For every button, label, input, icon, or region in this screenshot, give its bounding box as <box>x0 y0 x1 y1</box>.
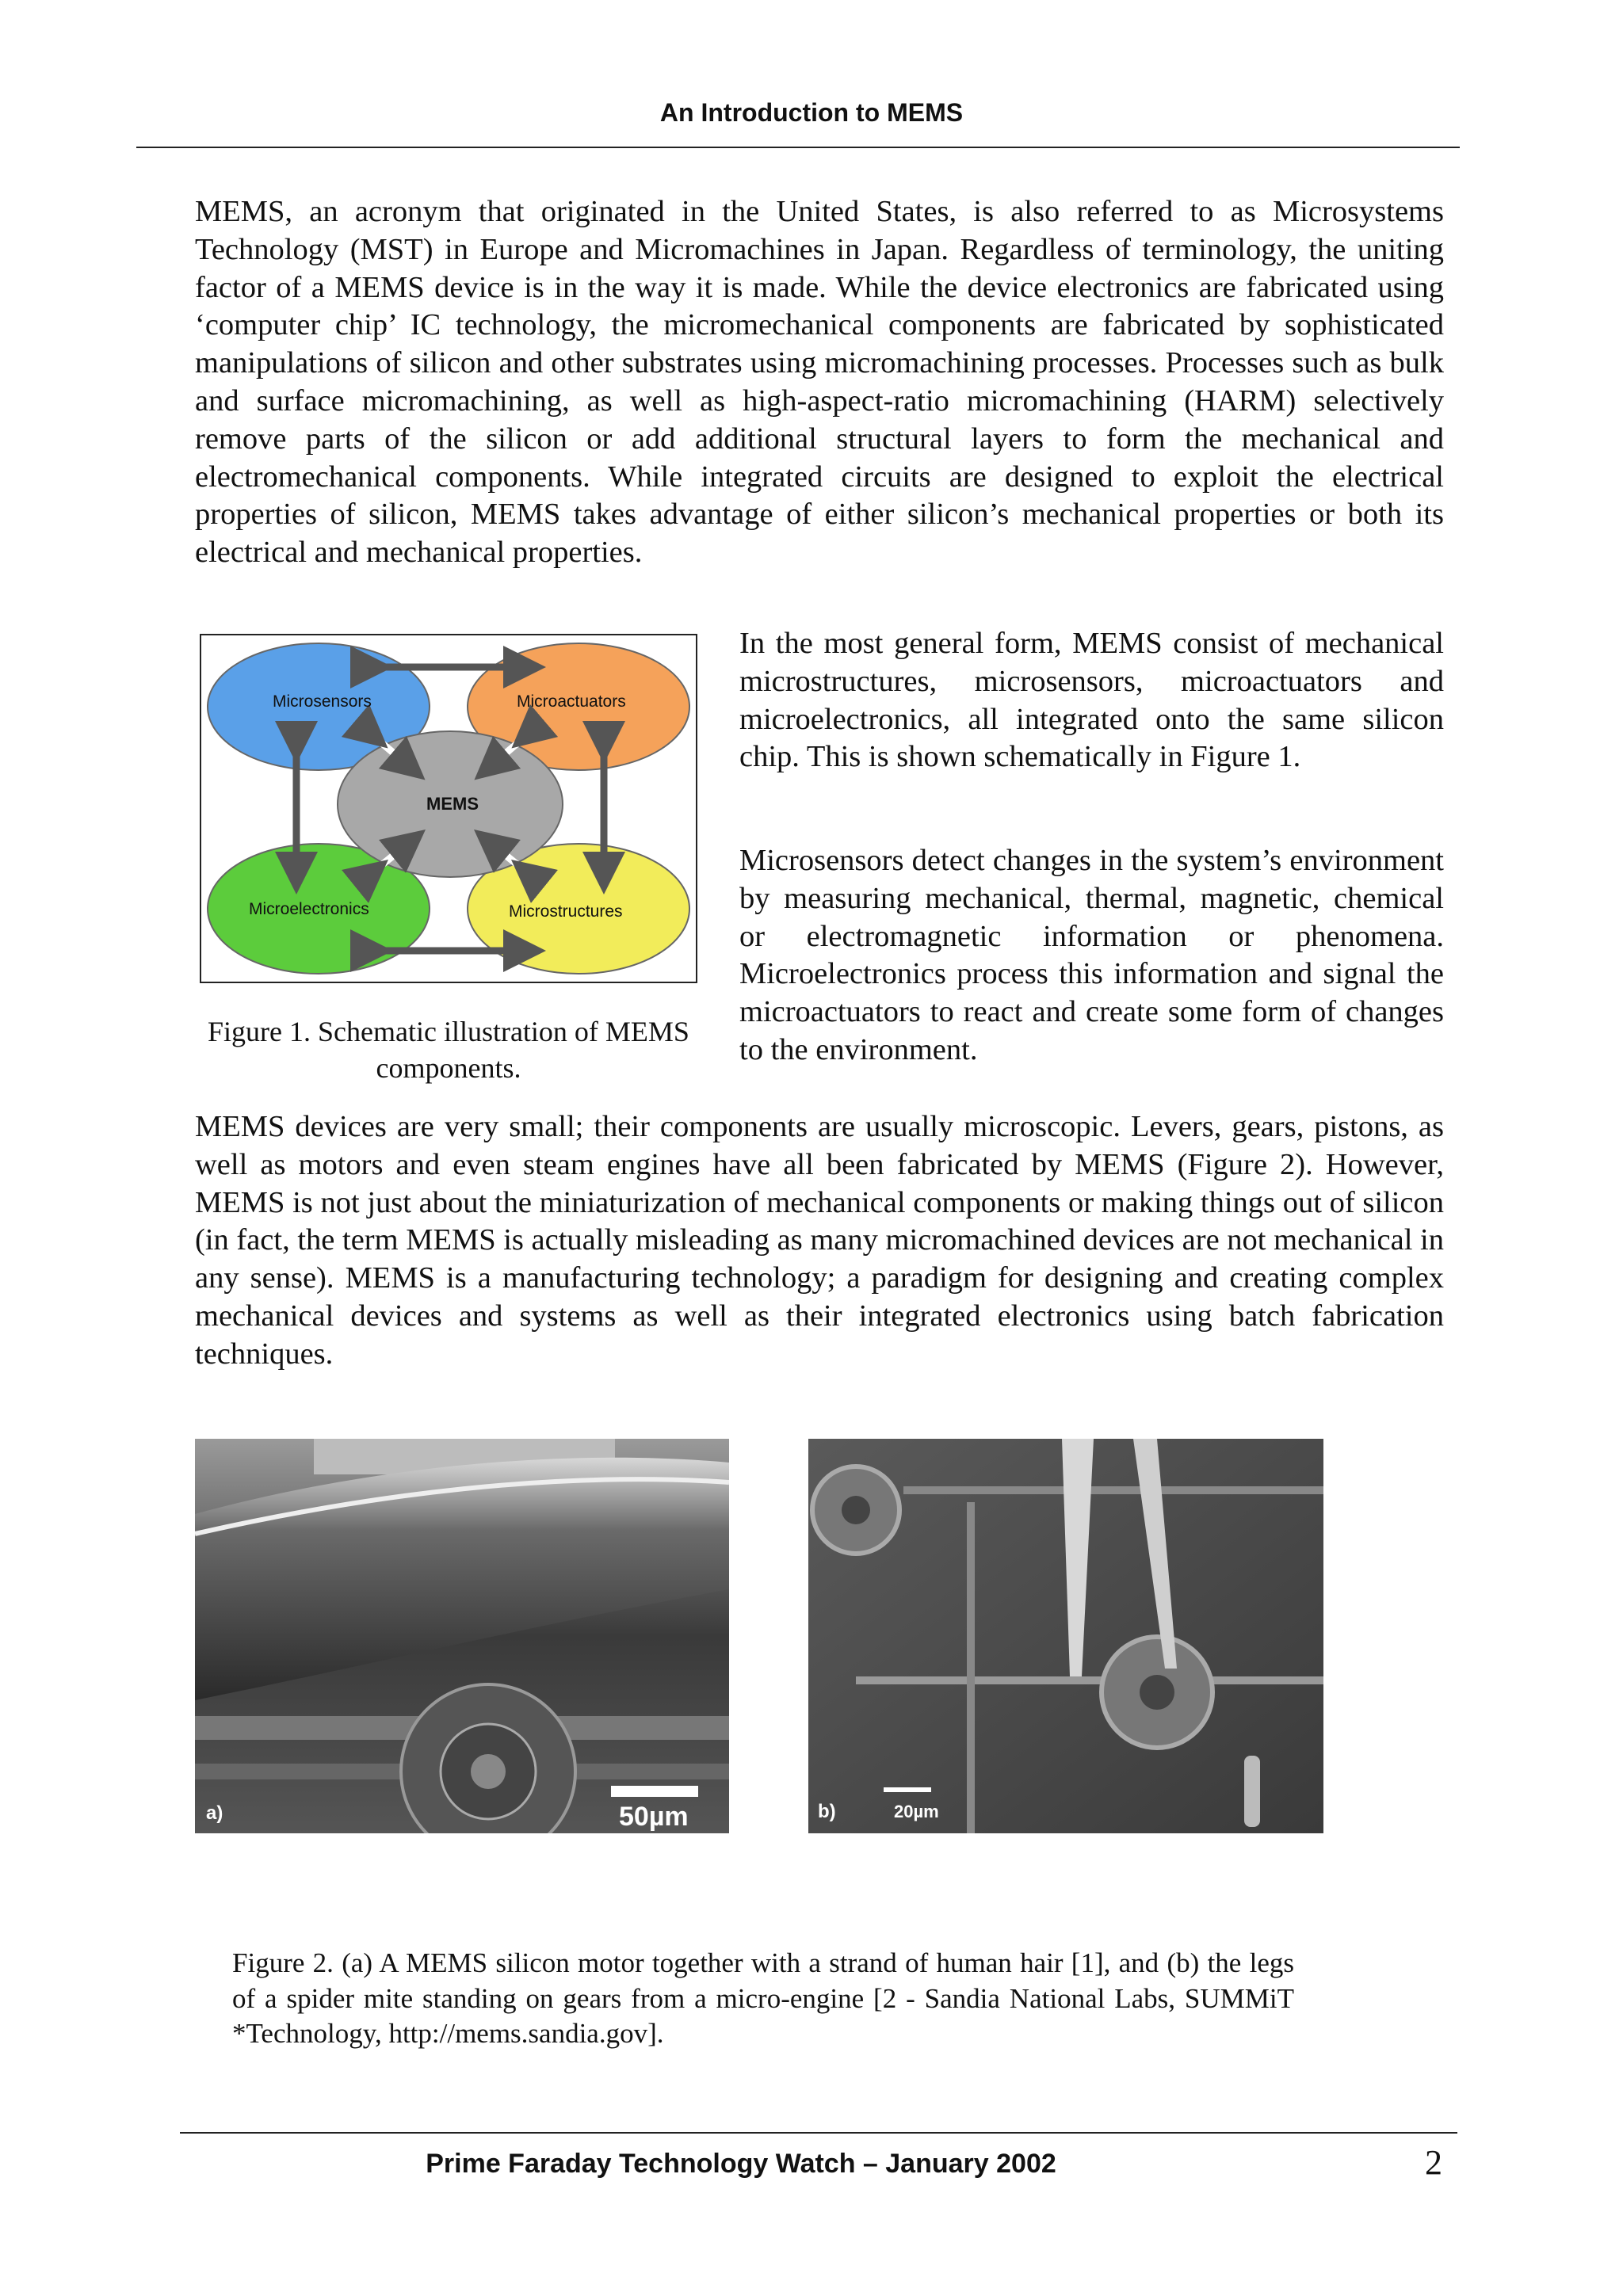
label-microsensors: Microsensors <box>273 692 372 711</box>
figure-1-diagram <box>200 634 697 983</box>
intro-paragraph: MEMS, an acronym that originated in the United States, is also referred to as Microsystems Technology (MST) in Europe and Micromachines in Japan. Regardless of terminology, the uniting factor of a MEMS device is in the way it is made. While the device electronics are fabricated using ‘computer chip’ IC technology, the micromechanical components are fabricated by sophisticated manipulations of silicon and other substrates using micromachining processes. Processes such as bulk and surface micromachining, as well as high-aspect-ratio micromachining (HARM) selectively remove parts of the silicon or add additional structural layers to form the mechanical and electromechanical components. While integrated circuits are designed to exploit the electrical properties of silicon, MEMS takes advantage of either silicon’s mechanical properties or both its electrical and mechanical properties. <box>195 195 1444 570</box>
microsensors-paragraph: Microsensors detect changes in the system’s environment by measuring mechanical, thermal, magnetic, chemical or electromagnetic information or phenomena. Microelectronics process this information and signal the microactuators to react and create some form of changes to the environment. <box>739 844 1444 1066</box>
figure-1-caption: Figure 1. Schematic illustration of MEMS components. <box>208 1016 689 1084</box>
figure-2b-panel-label: b) <box>818 1801 836 1822</box>
page-header-title: An Introduction to MEMS <box>659 98 964 127</box>
label-microelectronics: Microelectronics <box>249 900 369 918</box>
mems-devices-paragraph: MEMS devices are very small; their components are usually microscopic. Levers, gears, pistons, as well as motors and even steam engines have all been fabricated by MEMS (Figure 2). However, MEMS is not just about the miniaturization of mechanical components or making things out of silicon (in fact, the term MEMS is actually misleading as many micromachined devices are not mechanical in any sense). MEMS is a manufacturing technology; a paradigm for designing and creating complex mechanical devices and systems as well as their integrated electronics using batch fabrication techniques. <box>195 1110 1444 1371</box>
page-footer-title: Prime Faraday Technology Watch – January 2002 <box>426 2149 1056 2179</box>
figure-2a-panel-label: a) <box>206 1802 223 1824</box>
mems-components-paragraph: In the most general form, MEMS consist of mechanical microstructures, microsensors, microactuators and microelectronics, all integrated onto the same silicon chip. This is shown schematically in Figure 1. <box>739 627 1444 774</box>
figure-2a-scale-label: 50µm <box>619 1802 689 1832</box>
figure-2a-photo <box>195 1439 729 1833</box>
label-mems: MEMS <box>426 794 479 814</box>
footer-divider <box>180 2132 1457 2134</box>
label-microstructures: Microstructures <box>509 902 623 921</box>
label-microactuators: Microactuators <box>517 692 626 711</box>
figure-2b-scale-label: 20µm <box>894 1802 939 1821</box>
header-divider <box>136 147 1460 148</box>
figure-2b-photo <box>808 1439 1323 1833</box>
page-number: 2 <box>1425 2143 1442 2182</box>
figure-2-caption: Figure 2. (a) A MEMS silicon motor together with a strand of human hair [1], and (b) the legs of a spider mite standing on gears from a micro-engine [2 - Sandia National Labs, SUMMiT *Technology, http://mems.sandia.gov]. <box>232 1947 1294 2049</box>
